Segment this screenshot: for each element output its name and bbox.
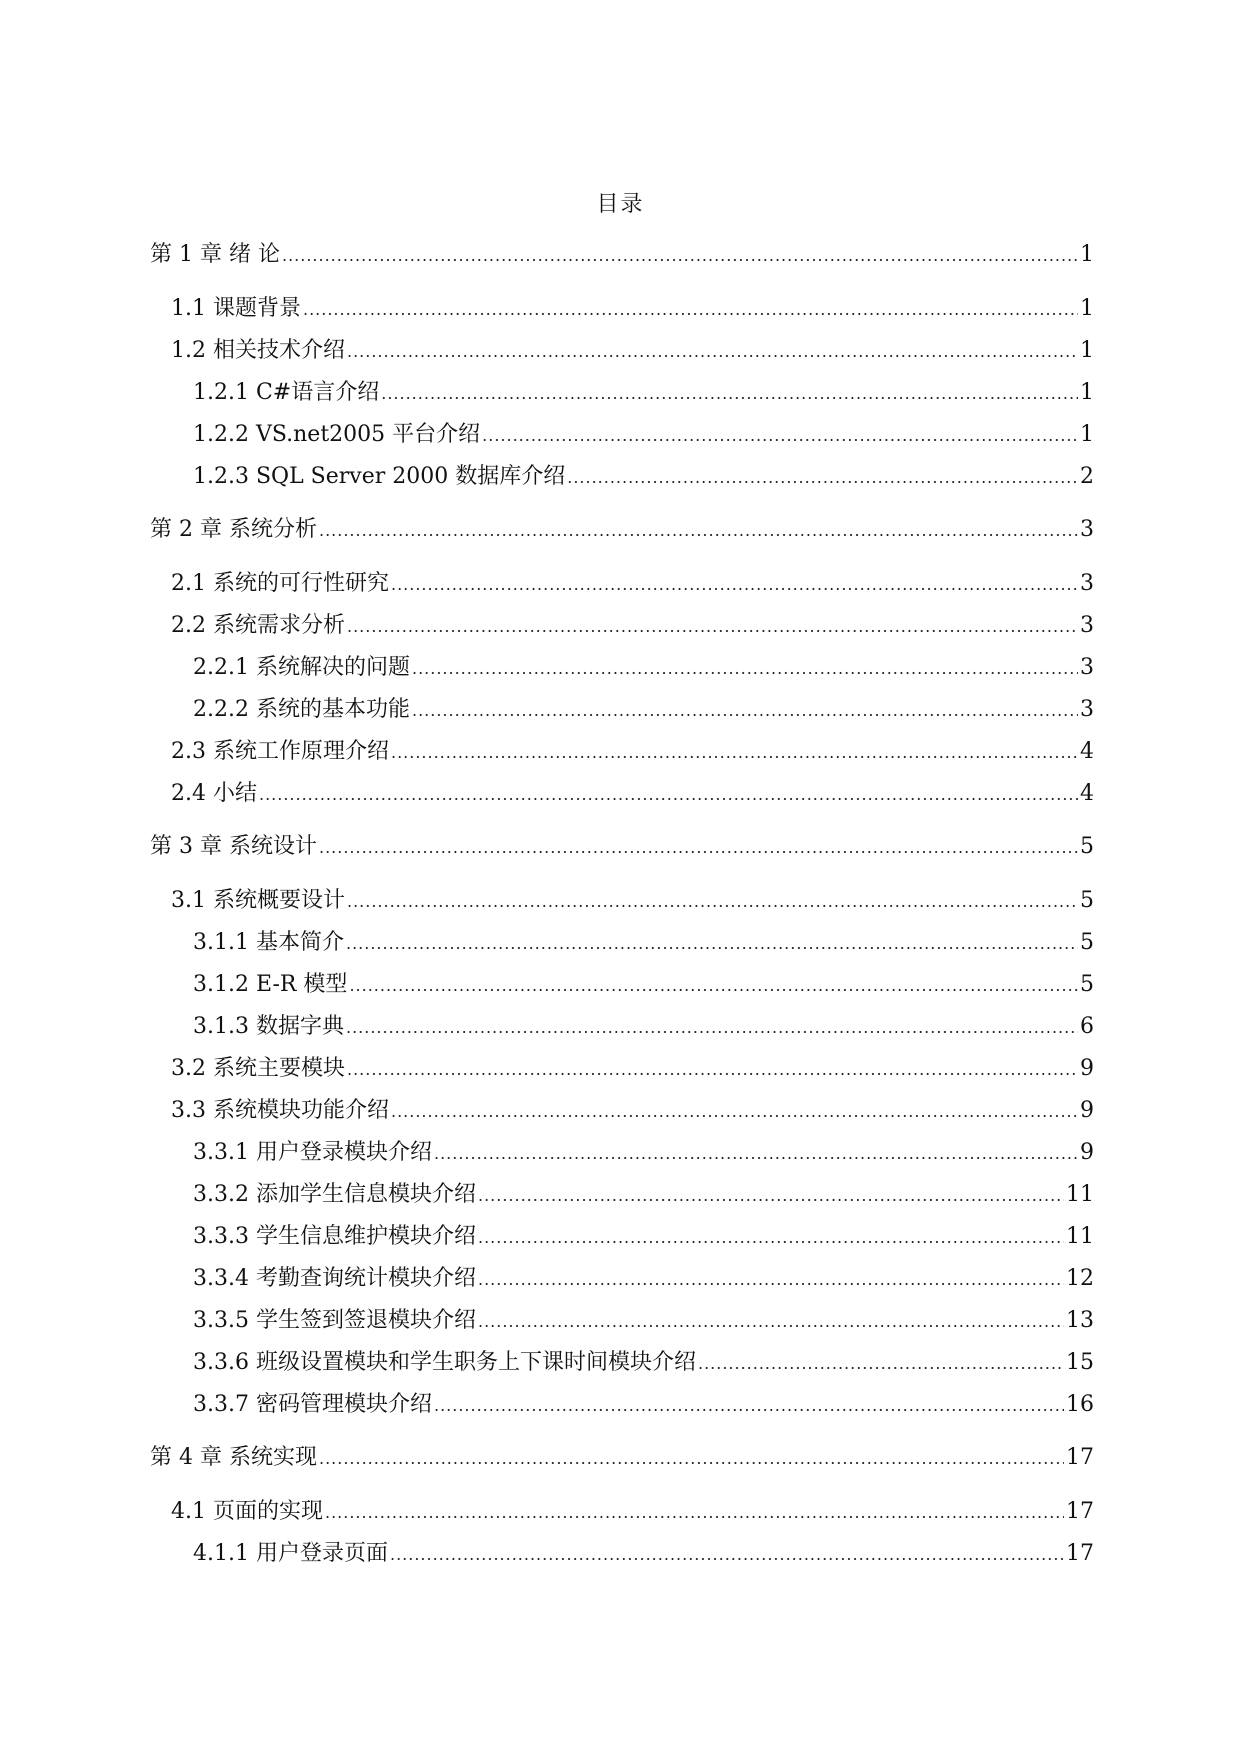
- dot-leader: [412, 654, 1078, 684]
- toc-entry-title: 4.1 页面的实现: [171, 1499, 323, 1524]
- dot-leader: [319, 516, 1078, 546]
- toc-entry-level-2[interactable]: [150, 336, 1094, 366]
- toc-entry-page-number: 17: [1066, 1445, 1094, 1470]
- toc-entry-page-number: 1: [1080, 296, 1094, 321]
- toc-entry-title: 2.2 系统需求分析: [171, 613, 345, 638]
- dot-leader: [347, 337, 1078, 367]
- dot-leader: [346, 1013, 1078, 1043]
- toc-entry-title: 3.3 系统模块功能介绍: [171, 1098, 389, 1123]
- toc-entry-title: 2.2.1 系统解决的问题: [193, 655, 410, 680]
- dot-leader: [319, 1444, 1064, 1474]
- toc-entry-level-3[interactable]: [150, 1012, 1094, 1042]
- toc-entry-level-3[interactable]: [150, 1264, 1094, 1294]
- toc-entry-page-number: 12: [1066, 1266, 1094, 1291]
- toc-entry-level-2[interactable]: [150, 569, 1094, 599]
- toc-entry-title: 第 1 章 绪 论: [150, 242, 280, 267]
- dot-leader: [482, 421, 1078, 451]
- toc-entry-level-2[interactable]: [150, 611, 1094, 641]
- toc-entry-level-2[interactable]: [150, 737, 1094, 767]
- toc-entry-title: 3.3.1 用户登录模块介绍: [193, 1140, 432, 1165]
- toc-entry-level-1[interactable]: [150, 832, 1094, 862]
- toc-entry-level-3[interactable]: [150, 653, 1094, 683]
- dot-leader: [381, 379, 1078, 409]
- toc-entry-title: 第 4 章 系统实现: [150, 1445, 317, 1470]
- toc-entry-title: 3.3.5 学生签到签退模块介绍: [193, 1308, 476, 1333]
- toc-entry-title: 1.2 相关技术介绍: [171, 338, 345, 363]
- dot-leader: [478, 1223, 1064, 1253]
- dot-leader: [478, 1181, 1064, 1211]
- toc-entry-title: 第 2 章 系统分析: [150, 517, 317, 542]
- dot-leader: [319, 833, 1078, 863]
- toc-entry-level-3[interactable]: [150, 1390, 1094, 1420]
- toc-title: 目录: [596, 192, 645, 217]
- toc-entry-level-2[interactable]: [150, 779, 1094, 809]
- toc-entry-page-number: 1: [1080, 242, 1094, 267]
- toc-entry-level-3[interactable]: [150, 378, 1094, 408]
- toc-entry-page-number: 5: [1080, 930, 1094, 955]
- toc-entry-level-3[interactable]: [150, 928, 1094, 958]
- dot-leader: [347, 612, 1078, 642]
- toc-entry-title: 3.3.4 考勤查询统计模块介绍: [193, 1266, 476, 1291]
- toc-entry-title: 3.1 系统概要设计: [171, 888, 345, 913]
- toc-entry-page-number: 3: [1080, 655, 1094, 680]
- toc-entry-title: 3.3.6 班级设置模块和学生职务上下课时间模块介绍: [193, 1350, 696, 1375]
- toc-entry-level-1[interactable]: [150, 1443, 1094, 1473]
- dot-leader: [478, 1307, 1064, 1337]
- toc-entry-page-number: 3: [1080, 571, 1094, 596]
- toc-entry-page-number: 11: [1066, 1182, 1094, 1207]
- toc-entry-title: 3.3.3 学生信息维护模块介绍: [193, 1224, 476, 1249]
- dot-leader: [347, 1055, 1078, 1085]
- dot-leader: [390, 1540, 1064, 1570]
- dot-leader: [567, 463, 1078, 493]
- toc-entry-page-number: 17: [1066, 1541, 1094, 1566]
- dot-leader: [698, 1349, 1064, 1379]
- dot-leader: [346, 929, 1078, 959]
- toc-entry-title: 3.3.2 添加学生信息模块介绍: [193, 1182, 476, 1207]
- toc-entry-level-3[interactable]: [150, 1180, 1094, 1210]
- toc-entry-page-number: 15: [1066, 1350, 1094, 1375]
- dot-leader: [391, 738, 1078, 768]
- toc-entry-title: 2.1 系统的可行性研究: [171, 571, 389, 596]
- toc-entry-level-3[interactable]: [150, 1222, 1094, 1252]
- toc-entry-title: 3.1.3 数据字典: [193, 1014, 344, 1039]
- dot-leader: [478, 1265, 1064, 1295]
- dot-leader: [391, 1097, 1078, 1127]
- toc-entry-title: 1.2.3 SQL Server 2000 数据库介绍: [193, 464, 566, 489]
- toc-entry-page-number: 5: [1080, 888, 1094, 913]
- toc-entry-page-number: 3: [1080, 517, 1094, 542]
- toc-entry-level-3[interactable]: [150, 420, 1094, 450]
- toc-entry-page-number: 9: [1080, 1098, 1094, 1123]
- toc-entry-level-2[interactable]: [150, 1497, 1094, 1527]
- toc-entry-title: 4.1.1 用户登录页面: [193, 1541, 388, 1566]
- toc-entry-title: 1.2.2 VS.net2005 平台介绍: [193, 422, 481, 447]
- toc-entry-page-number: 3: [1080, 697, 1094, 722]
- toc-entry-page-number: 16: [1066, 1392, 1094, 1417]
- toc-entry-level-2[interactable]: [150, 294, 1094, 324]
- toc-entry-page-number: 11: [1066, 1224, 1094, 1249]
- toc-entry-title: 第 3 章 系统设计: [150, 834, 317, 859]
- toc-entry-page-number: 6: [1080, 1014, 1094, 1039]
- toc-entry-page-number: 3: [1080, 613, 1094, 638]
- toc-entry-level-3[interactable]: [150, 1306, 1094, 1336]
- dot-leader: [303, 295, 1078, 325]
- dot-leader: [434, 1391, 1064, 1421]
- dot-leader: [259, 780, 1078, 810]
- toc-entry-page-number: 1: [1080, 380, 1094, 405]
- toc-entry-title: 3.1.1 基本简介: [193, 930, 344, 955]
- dot-leader: [391, 570, 1078, 600]
- toc-entry-page-number: 1: [1080, 338, 1094, 363]
- toc-entry-page-number: 4: [1080, 781, 1094, 806]
- dot-leader: [325, 1498, 1064, 1528]
- toc-entry-title: 2.3 系统工作原理介绍: [171, 739, 389, 764]
- toc-entry-title: 2.2.2 系统的基本功能: [193, 697, 410, 722]
- toc-entry-level-3[interactable]: [150, 1539, 1094, 1569]
- dot-leader: [349, 971, 1078, 1001]
- toc-entry-level-3[interactable]: [150, 695, 1094, 725]
- toc-entry-level-3[interactable]: [150, 462, 1094, 492]
- toc-entry-page-number: 5: [1080, 972, 1094, 997]
- dot-leader: [412, 696, 1078, 726]
- toc-entry-page-number: 17: [1066, 1499, 1094, 1524]
- toc-entry-title: 3.2 系统主要模块: [171, 1056, 345, 1081]
- toc-entry-page-number: 13: [1066, 1308, 1094, 1333]
- toc-entry-title: 1.1 课题背景: [171, 296, 301, 321]
- dot-leader: [434, 1139, 1078, 1169]
- dot-leader: [282, 241, 1078, 271]
- dot-leader: [347, 887, 1078, 917]
- toc-entry-level-2[interactable]: [150, 886, 1094, 916]
- toc-entry-level-2[interactable]: [150, 1096, 1094, 1126]
- toc-entry-level-2[interactable]: [150, 1054, 1094, 1084]
- toc-entry-level-3[interactable]: [150, 970, 1094, 1000]
- toc-entry-page-number: 2: [1080, 464, 1094, 489]
- toc-entry-page-number: 5: [1080, 834, 1094, 859]
- toc-entry-page-number: 1: [1080, 422, 1094, 447]
- toc-entry-level-1[interactable]: [150, 240, 1094, 270]
- toc-entry-title: 1.2.1 C#语言介绍: [193, 380, 380, 405]
- toc-entry-page-number: 9: [1080, 1056, 1094, 1081]
- toc-entry-level-3[interactable]: [150, 1348, 1094, 1378]
- toc-entry-title: 2.4 小结: [171, 781, 257, 806]
- toc-entry-title: 3.3.7 密码管理模块介绍: [193, 1392, 432, 1417]
- toc-entry-level-3[interactable]: [150, 1138, 1094, 1168]
- toc-entry-page-number: 9: [1080, 1140, 1094, 1165]
- toc-entry-page-number: 4: [1080, 739, 1094, 764]
- toc-entry-title: 3.1.2 E-R 模型: [193, 972, 348, 997]
- toc-entry-level-1[interactable]: [150, 515, 1094, 545]
- toc-list: [150, 240, 1094, 1569]
